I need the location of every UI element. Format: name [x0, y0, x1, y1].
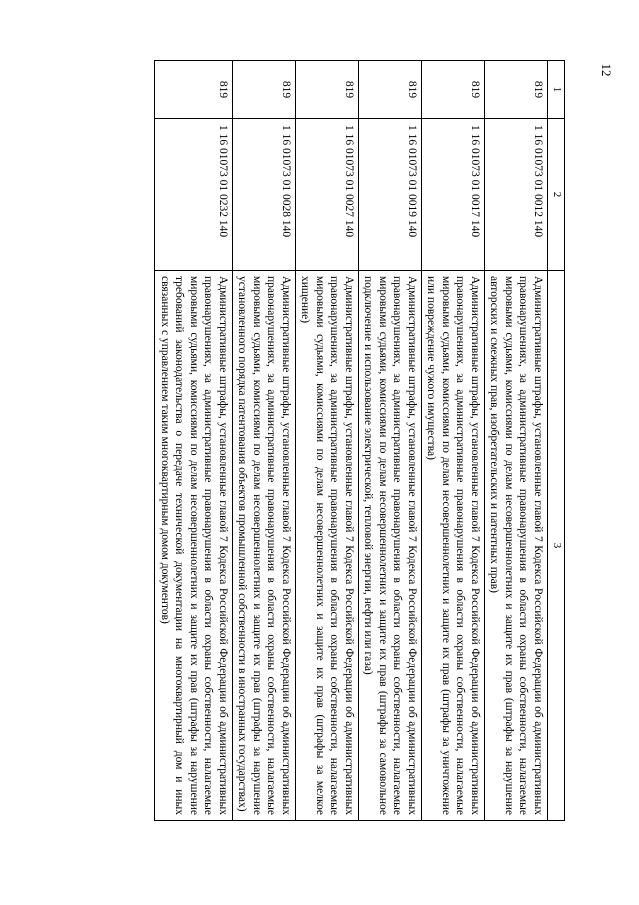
admin-code-cell: 819	[296, 61, 359, 119]
description-cell: Административные штрафы, установленные главой 7 Кодекса Российской Федерации об административных правонарушениях, за административные правонарушения в области охраны собственности, налагаемые мировыми судьями, комиссиями по делам несовершеннолетних и защите их прав (штрафы за самовольное подключение и использование электрической, тепловой энергии, нефти или газа)	[359, 271, 422, 821]
table-row	[422, 61, 485, 821]
description-cell: Административные штрафы, установленные главой 7 Кодекса Российской Федерации об административных правонарушениях, за административные правонарушения в области охраны собственности, налагаемые мировыми судьями, комиссиями по делам несовершеннолетних и защите их прав (штрафы за уничтожение или повреждение чужого имущества)	[422, 271, 485, 821]
description-cell: Административные штрафы, установленные главой 7 Кодекса Российской Федерации об административных правонарушениях, за административные правонарушения в области охраны собственности, налагаемые мировыми судьями, комиссиями по делам несовершеннолетних и защите их прав (штрафы за мелкое хищение)	[296, 271, 359, 821]
description-cell: Административные штрафы, установленные главой 7 Кодекса Российской Федерации об административных правонарушениях, за административные правонарушения в области охраны собственности, налагаемые мировыми судьями, комиссиями по делам несовершеннолетних и защите их прав (штрафы за нарушение требований законодательства о передаче технической документации на многоквартирный дом и иных связанных с управлением таким многоквартирным домом документов)	[155, 271, 233, 821]
table-row	[233, 61, 296, 821]
kbk-code-cell: 1 16 01073 01 0027 140	[296, 119, 359, 271]
rotated-page-content	[110, 60, 565, 820]
kbk-code-cell: 1 16 01073 01 0028 140	[233, 119, 296, 271]
admin-code-cell: 819	[485, 61, 548, 119]
admin-code-cell: 819	[359, 61, 422, 119]
admin-code-cell: 819	[422, 61, 485, 119]
table-header-row	[548, 61, 565, 821]
kbk-code-cell: 1 16 01073 01 0012 140	[485, 119, 548, 271]
table-row	[485, 61, 548, 821]
description-cell: Административные штрафы, установленные главой 7 Кодекса Российской Федерации об административных правонарушениях, за административные правонарушения в области охраны собственности, налагаемые мировыми судьями, комиссиями по делам несовершеннолетних и защите их прав (штрафы за нарушение установленного порядка патентования объектов промышленной собственности в иностранных государствах)	[233, 271, 296, 821]
description-cell: Административные штрафы, установленные главой 7 Кодекса Российской Федерации об административных правонарушениях, за административные правонарушения в области охраны собственности, налагаемые мировыми судьями, комиссиями по делам несовершеннолетних и защите их прав (штрафы за нарушение авторских и смежных прав, изобретательских и патентных прав)	[485, 271, 548, 821]
admin-code-cell: 819	[233, 61, 296, 119]
column-header-3: 3	[548, 271, 565, 821]
kbk-table	[155, 60, 566, 821]
table-row	[296, 61, 359, 821]
column-header-1: 1	[548, 61, 565, 119]
kbk-code-cell: 1 16 01073 01 0017 140	[422, 119, 485, 271]
column-header-2: 2	[548, 119, 565, 271]
table-row	[155, 61, 233, 821]
kbk-code-cell: 1 16 01073 01 0232 140	[155, 119, 233, 271]
kbk-code-cell: 1 16 01073 01 0019 140	[359, 119, 422, 271]
page-number: 12	[599, 63, 614, 77]
admin-code-cell: 819	[155, 61, 233, 119]
table-row	[359, 61, 422, 821]
